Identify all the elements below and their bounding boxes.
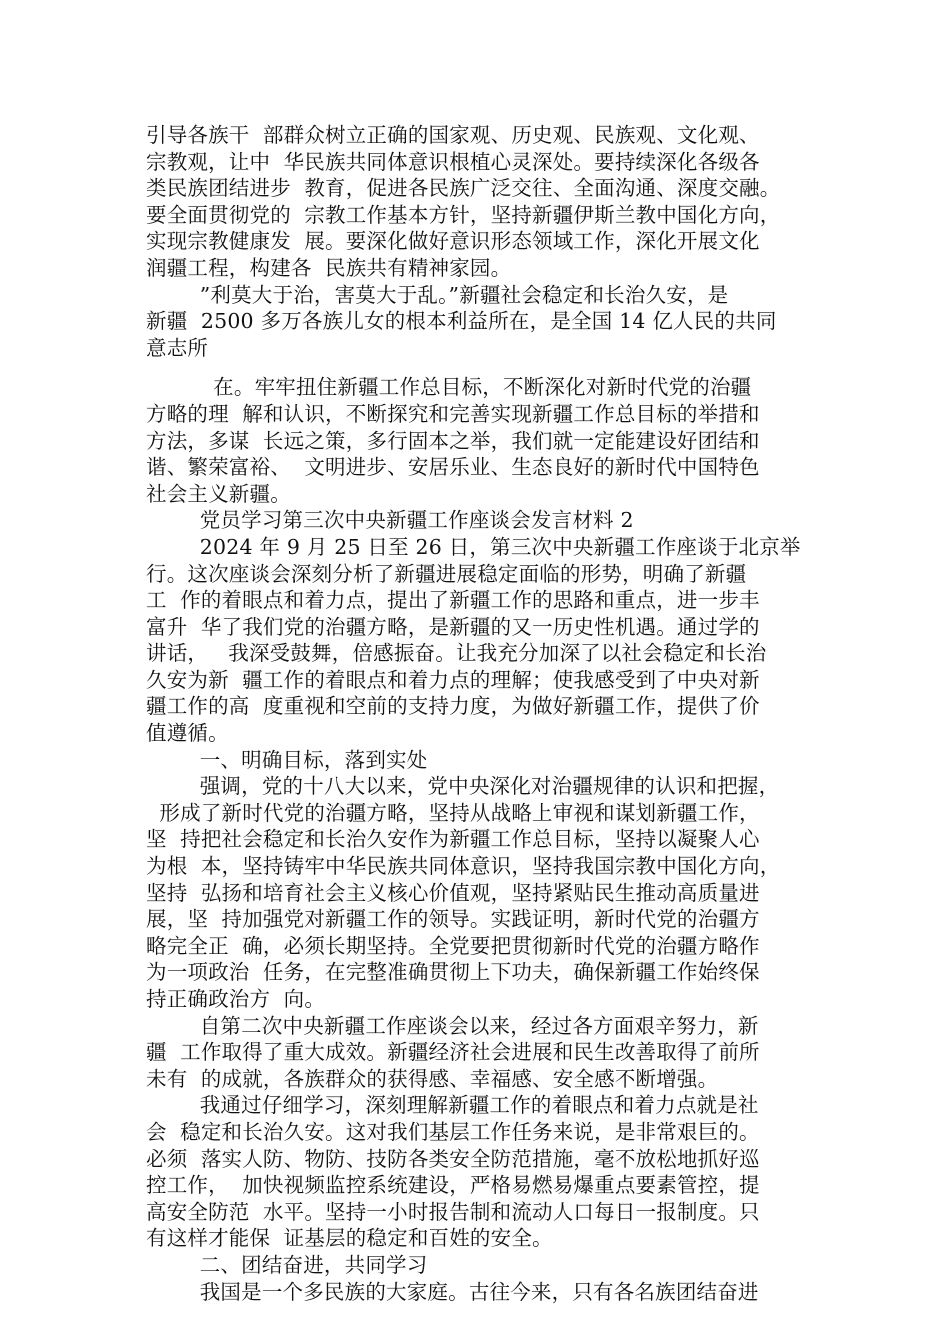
text-line: 有这样才能保 证基层的稳定和百姓的安全。	[146, 1226, 553, 1251]
text-line: 我国是一个多民族的大家庭。古往今来，只有各名族团结奋进	[146, 1279, 759, 1304]
text-line: 略完全正 确，必须长期坚持。全党要把贯彻新时代党的治疆方略作	[146, 933, 760, 958]
text-line: 类民族团结进步 教育，促进各民族广泛交往、全面沟通、深度交融。	[146, 176, 781, 201]
text-line: 2024 年 9 月 25 日至 26 日，第三次中央新疆工作座谈于北京举	[146, 534, 801, 559]
text-line: 展，坚 持加强党对新疆工作的领导。实践证明，新时代党的治疆方	[146, 907, 760, 932]
text-line: 社会主义新疆。	[146, 481, 291, 506]
text-line: 久安为新 疆工作的着眼点和着力点的理解；使我感受到了中央对新	[146, 667, 760, 692]
text-line: 富升 华了我们党的治疆方略，是新疆的又一历史性机遇。通过学的	[146, 614, 760, 639]
text-line: 为一项政治 任务，在完整准确贯彻上下功夫，确保新疆工作始终保	[146, 960, 760, 985]
document-body	[146, 122, 826, 1305]
text-line: 润疆工程，构建各 民族共有精神家园。	[146, 255, 512, 280]
text-line: 持正确政治方 向。	[146, 987, 326, 1011]
text-line: 讲话， 我深受鼓舞，倍感振奋。让我充分加深了以社会稳定和长治	[146, 641, 767, 666]
text-line: 疆 工作取得了重大成效。新疆经济社会进展和民生改善取得了前所	[146, 1040, 760, 1065]
text-line: 会 稳定和长治久安。这对我们基层工作任务来说，是非常艰巨的。	[146, 1119, 760, 1144]
text-line: 行。这次座谈会深刻分析了新疆进展稳定面临的形势，明确了新疆	[146, 561, 747, 586]
text-line: 控工作， 加快视频监控系统建设，严格易燃易爆重点要素管控，提	[146, 1173, 760, 1198]
text-line: 方法，多谋 长远之策，多行固本之举，我们就一定能建设好团结和	[146, 428, 760, 453]
text-line: 宗教观，让中 华民族共同体意识根植心灵深处。要持续深化各级各	[146, 149, 760, 174]
text-line: 引导各族干 部群众树立正确的国家观、历史观、民族观、文化观、	[146, 123, 760, 147]
text-line: 疆工作的高 度重视和空前的支持力度，为做好新疆工作，提供了价	[146, 694, 760, 719]
text-line: 实现宗教健康发 展。要深化做好意识形态领域工作，深化开展文化	[146, 229, 760, 254]
text-line: 未有 的成就，各族群众的获得感、幸福感、安全感不断增强。	[146, 1066, 719, 1091]
text-line: 坚 持把社会稳定和长治久安作为新疆工作总目标，坚持以凝聚人心	[146, 827, 760, 852]
text-line: 强调，党的十八大以来，党中央深化对治疆规律的认识和把握，	[146, 774, 780, 799]
text-line: 为根 本，坚持铸牢中华民族共同体意识，坚持我国宗教中国化方向，	[146, 854, 781, 879]
text-line: 方略的理 解和认识，不断探究和完善实现新疆工作总目标的举措和	[146, 401, 760, 426]
text-line: 谐、繁荣富裕、 文明进步、安居乐业、生态良好的新时代中国特色	[146, 455, 760, 480]
text-line: 值遵循。	[146, 721, 229, 746]
text-line: 党员学习第三次中央新疆工作座谈会发言材料 2	[146, 508, 634, 533]
text-line: 我通过仔细学习，深刻理解新疆工作的着眼点和着力点就是社	[146, 1093, 759, 1118]
text-line: 新疆 2500 多万各族儿女的根本利益所在，是全国 14 亿人民的共同	[146, 309, 777, 334]
text-line: 要全面贯彻党的 宗教工作基本方针，坚持新疆伊斯兰教中国化方向，	[146, 202, 781, 227]
text-line: 自第二次中央新疆工作座谈会以来，经过各方面艰辛努力，新	[146, 1013, 759, 1038]
text-line: 意志所	[146, 335, 209, 360]
text-line: ”利莫大于治，害莫大于乱。”新疆社会稳定和长治久安，是	[146, 282, 729, 307]
text-line: 坚持 弘扬和培育社会主义核心价值观，坚持紧贴民生推动高质量进	[146, 880, 760, 905]
text-line: 一、明确目标，落到实处	[146, 747, 428, 772]
text-line: 工 作的着眼点和着力点，提出了新疆工作的思路和重点，进一步丰	[146, 588, 760, 613]
text-line: 在。牢牢扭住新疆工作总目标，不断深化对新时代党的治疆	[146, 375, 752, 400]
text-line: 必须 落实人防、物防、技防各类安全防范措施，毫不放松地抓好巡	[146, 1146, 760, 1171]
text-line: 形成了新时代党的治疆方略，坚持从战略上审视和谋划新疆工作，	[146, 800, 760, 825]
paragraph-gap	[146, 361, 826, 374]
text-line: 二、团结奋进，共同学习	[146, 1252, 428, 1277]
text-line: 高安全防范 水平。坚持一小时报告制和流动人口每日一报制度。只	[146, 1199, 760, 1224]
